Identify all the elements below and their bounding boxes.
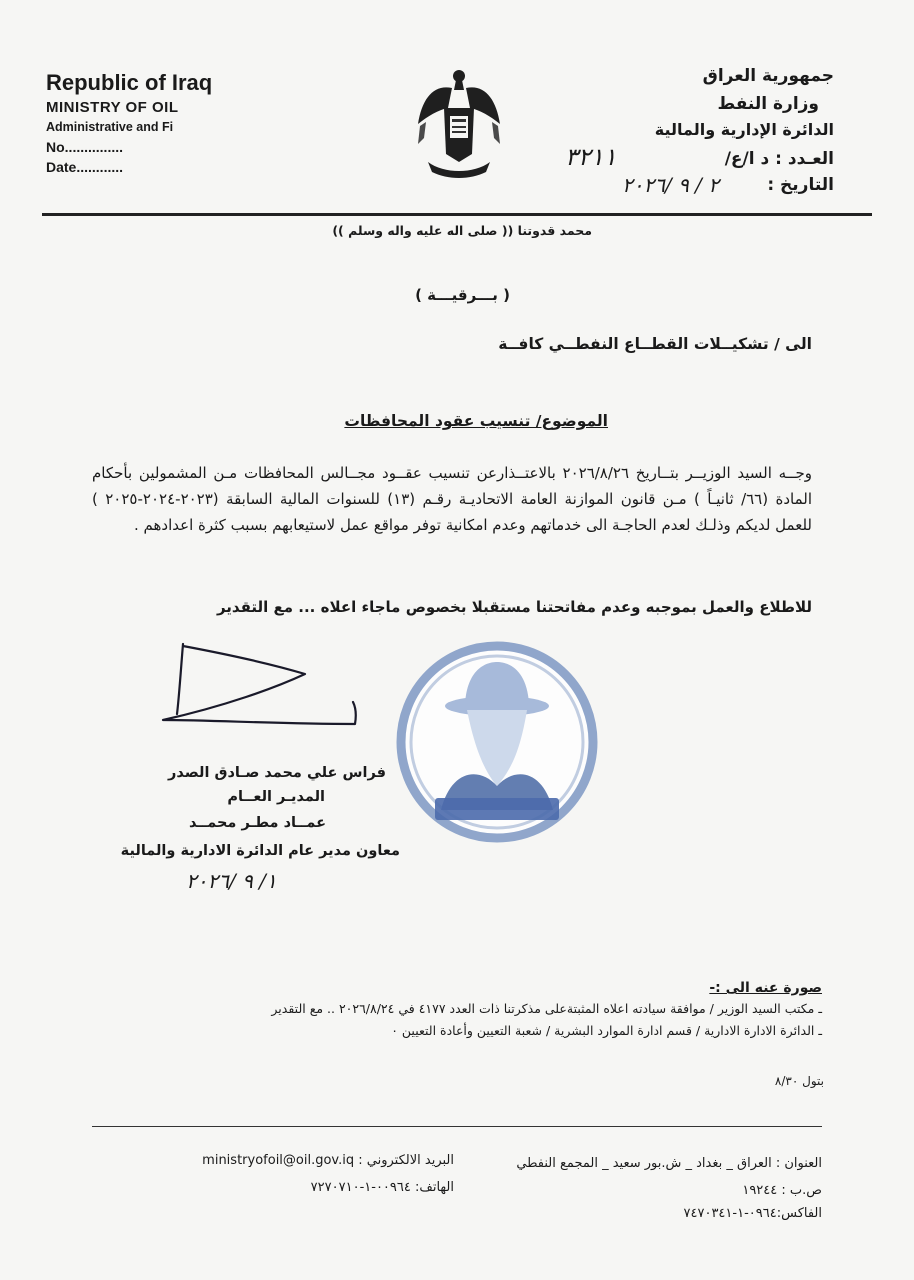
recipient-line: الى / تشكيــلات القطــاع النفطــي كافــة — [498, 335, 812, 353]
signatory-name: فراس علي محمد صـادق الصدر — [168, 765, 386, 781]
letterhead-date-label-ar: التاريخ : — [767, 175, 834, 195]
cc-item: ـ مكتب السيد الوزير / موافقة سيادته اعلاه المثبتةعلى مذكرتنا ذات العدد ٤١٧٧ في ٢٠٢٦/٨/٢٤ .. مع التقدير — [271, 1001, 822, 1016]
letterhead-number-en: No............... — [46, 139, 124, 155]
letterhead-department-ar: الدائرة الإدارية والمالية — [654, 120, 834, 139]
footer-fax: الفاكس:٠٩٦٤-١-٧٤٧٠٣٤١ — [683, 1206, 822, 1221]
cc-heading: صورة عنه الى :- — [709, 980, 822, 996]
footer-po-box: ص.ب : ١٩٢٤٤ — [742, 1183, 822, 1198]
cc-item: ـ الدائرة الادارة الادارية / قسم ادارة الموارد البشرية / شعبة التعيين وأعادة التعيين ٠ — [391, 1023, 822, 1038]
letterhead-republic-ar: جمهورية العراق — [702, 66, 834, 86]
handwritten-reference-number: ٣٢١١ — [565, 143, 617, 171]
letterhead-title-en: Republic of Iraq — [46, 70, 213, 95]
typist-initials: بتول ٨/٣٠ — [774, 1074, 824, 1088]
letterhead-ministry-en: MINISTRY OF OIL — [46, 99, 179, 116]
footer-divider — [92, 1126, 822, 1127]
second-signatory-title: معاون مدير عام الدائرة الادارية والمالية — [120, 843, 400, 859]
header-divider — [42, 213, 872, 216]
document-type-telegram: ( بـــرقيـــة ) — [415, 286, 510, 304]
iraq-eagle-emblem — [414, 64, 504, 184]
closing-instruction: للاطلاع والعمل بموجبه وعدم مفاتحتنا مستقبلا بخصوص ماجاء اعلاه ... مع التقدير — [216, 598, 812, 616]
footer-phone: الهاتف: ٠٠٩٦٤-١-٧٢٧٠٧١٠ — [310, 1180, 454, 1195]
letterhead-ministry-ar: وزارة النفط — [717, 94, 819, 114]
letterhead-date-en: Date............ — [46, 159, 124, 175]
footer-address: العنوان : العراق _ بغداد _ ش.بور سعيد _ المجمع النفطي — [516, 1156, 822, 1171]
signatory-title: المديـر العــام — [227, 789, 325, 805]
footer-email[interactable]: البريد الالكتروني : ministryofoil@oil.gov.iq — [202, 1153, 454, 1168]
handwritten-issue-date: ٢ / ٩ /٢٠٢٦ — [622, 173, 720, 197]
second-signatory-name: عمــاد مطـر محمــد — [188, 815, 326, 831]
subject-line: الموضوع/ تنسيب عقود المحافظات — [344, 412, 608, 430]
letter-body: وجــه السيد الوزيــر بتــاريخ ٢٠٢٦/٨/٢٦ بالاعتــذارعن تنسيب عقــود مجــالس المحافظات مـن المشمولين بأحكام المادة (٦٦/ ثانيـاً ) مـن قانون الموازنة العامة الاتحاديـة رقـم (١٣) للسنوات المالية السابقة (٢٠٢٣-٢٠٢٤-٢٠٢٥ ) للعمل لديكم وذلـك لعدم الحاجـة الى خدماتهم وعدم امكانية توفر مواقع عمل لاستيعابهم بسبب كثرة اعدادهم . — [92, 464, 813, 534]
salutation-line: محمد قدوتنا (( صلى اله عليه واله وسلم )) — [332, 223, 592, 238]
watermark-logo — [395, 610, 600, 875]
handwritten-signature-date: ١/ ٩ /٢٠٢٦ — [186, 869, 277, 893]
handwritten-signature — [155, 628, 385, 748]
letterhead-department-en: Administrative and Fi — [46, 120, 174, 134]
letterhead-number-label-ar: العـدد : د ا/ع/ — [724, 149, 834, 169]
